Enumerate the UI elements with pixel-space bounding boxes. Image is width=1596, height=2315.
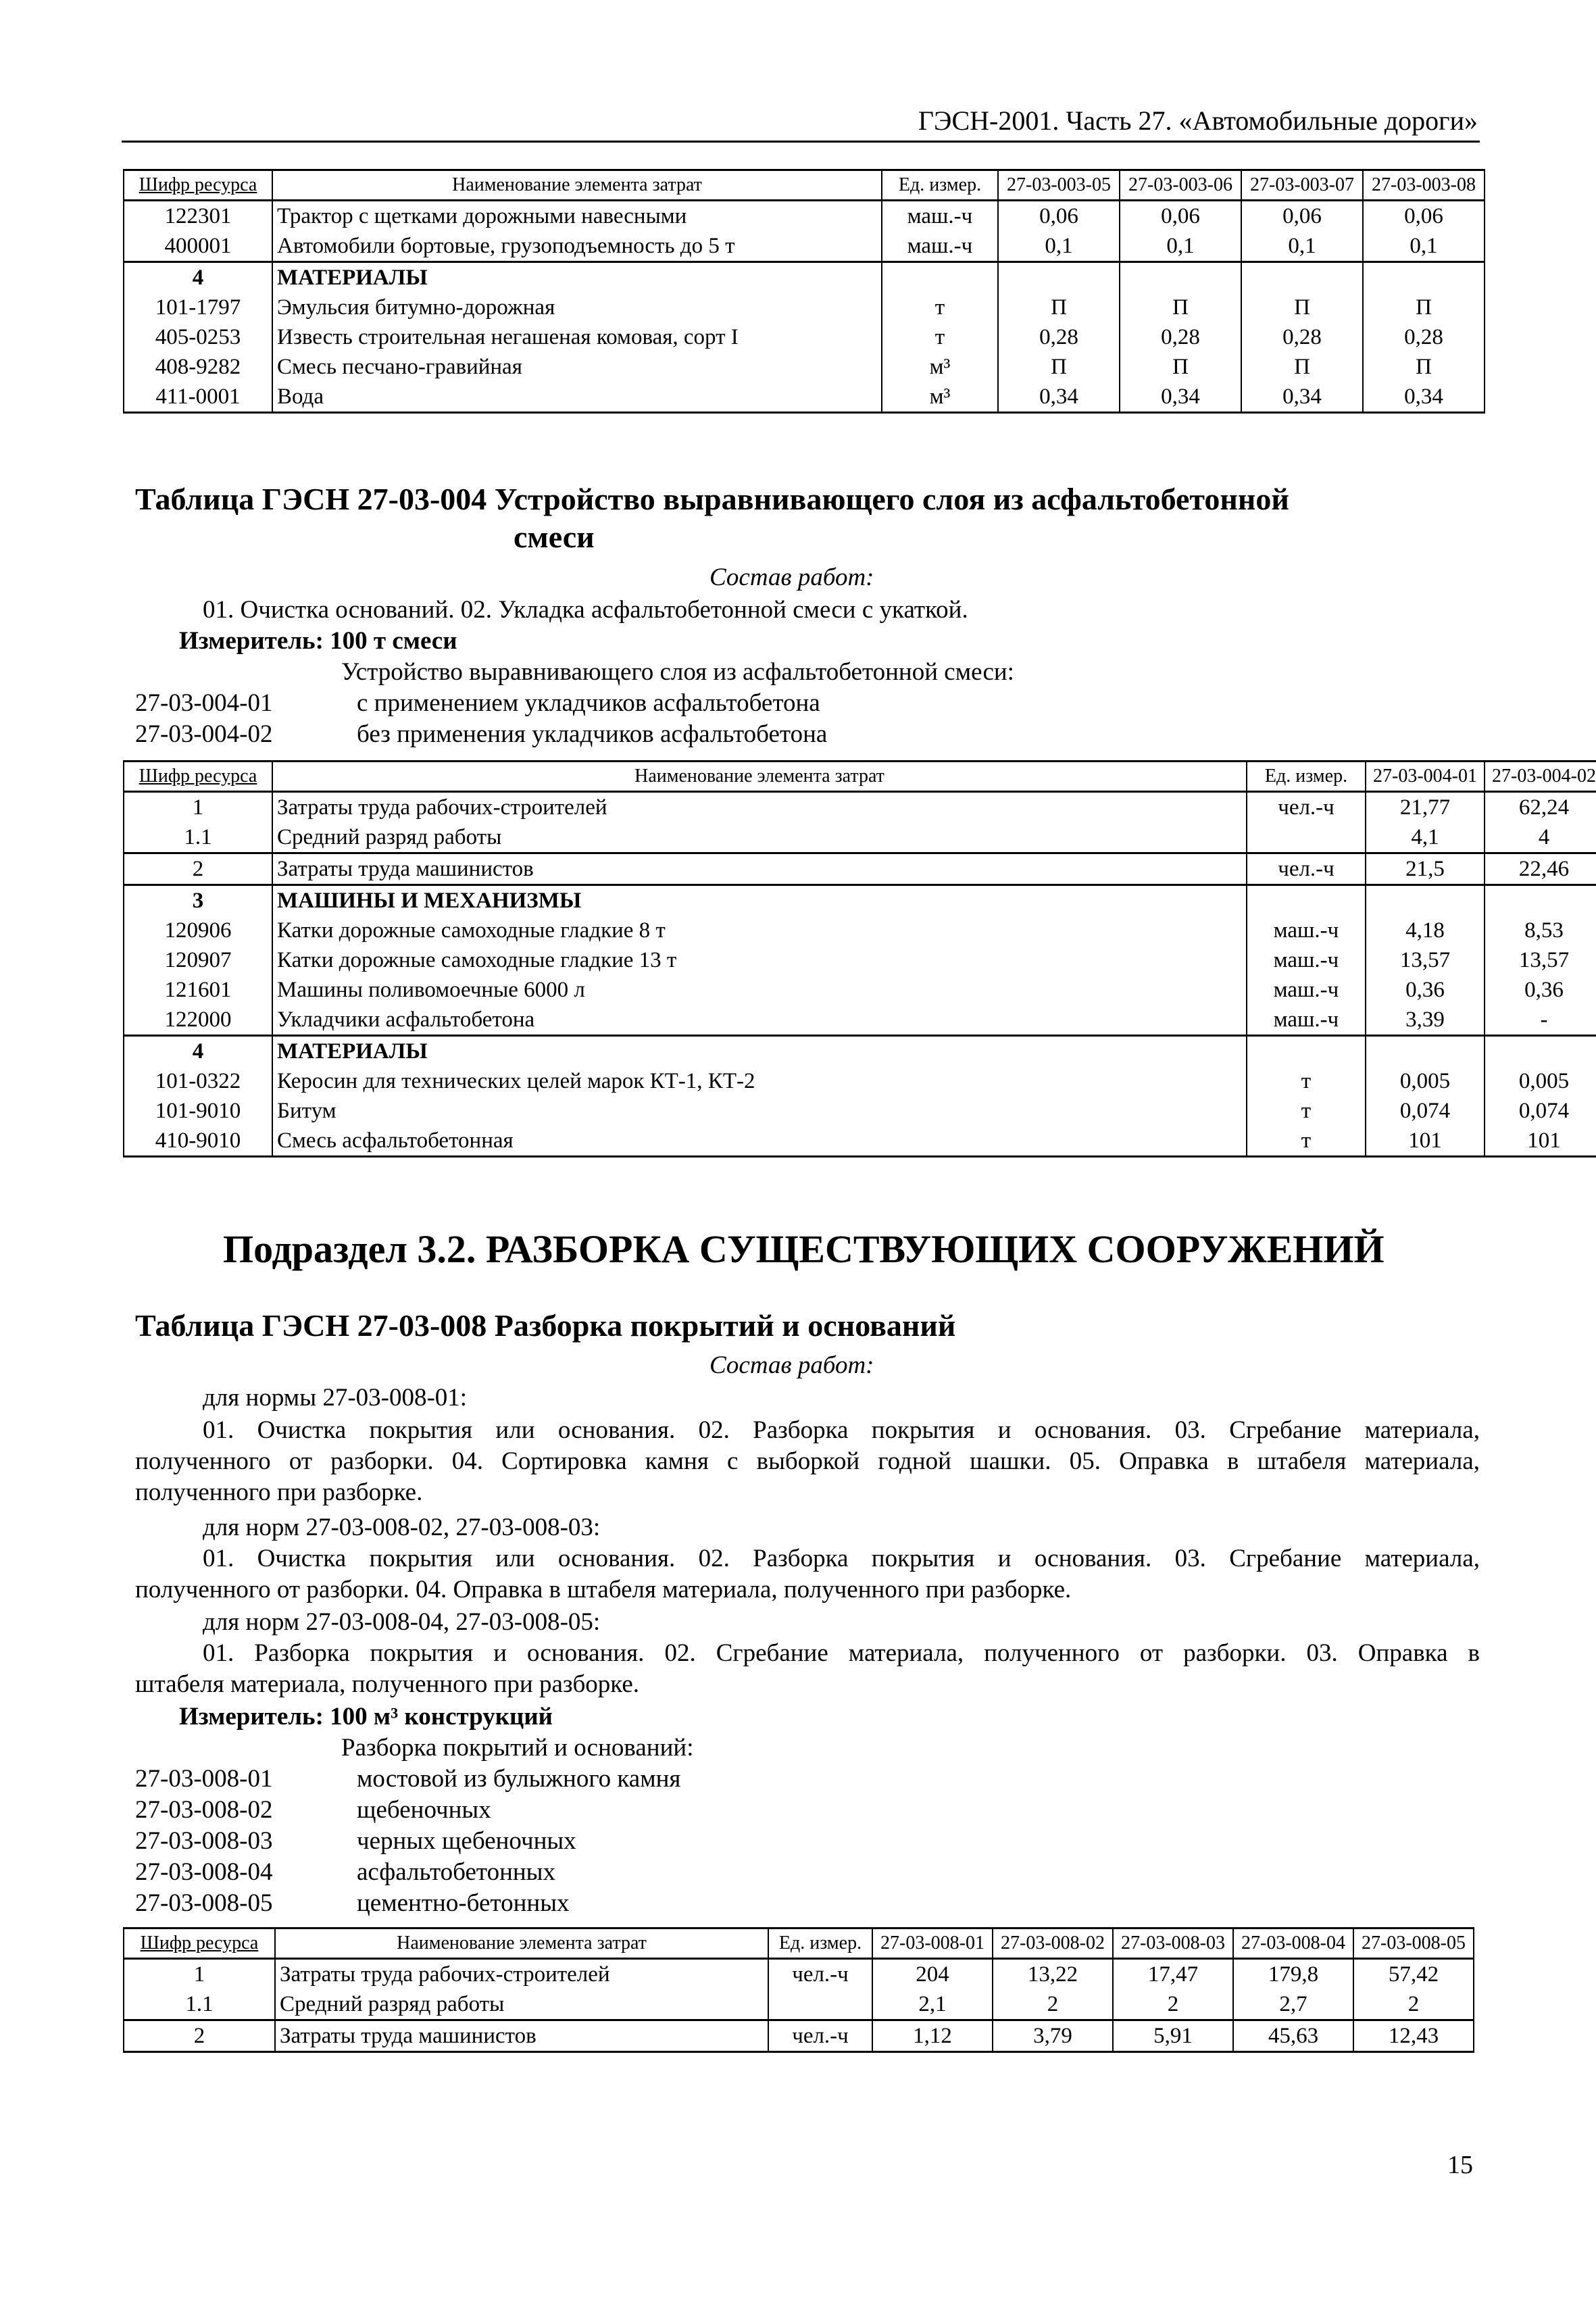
table-row: 405-0253 Известь строительная негашеная комовая, сорт I т 0,28 0,28 0,28 0,28 — [124, 322, 1485, 352]
for-norm-label: для нормы 27-03-008-01: — [203, 1384, 468, 1412]
norm-text: цементно-бетонных — [357, 1889, 570, 1917]
norm-code: 27-03-008-04 — [135, 1858, 273, 1886]
norm-text: черных щебеночных — [357, 1827, 576, 1855]
norm-code: 27-03-008-02 — [135, 1796, 273, 1824]
header-rule — [122, 141, 1480, 143]
table-row: 120906 Катки дорожные самоходные гладкие 8 т маш.-ч 4,18 8,53 — [124, 916, 1596, 945]
norm-text: мостовой из булыжного камня — [357, 1765, 681, 1793]
col-header-name: Наименование элемента затрат — [272, 762, 1247, 792]
works-text: 01. Разборка покрытия и основания. 02. Сгребание материала, полученного от разборки. 03. Оправка в штабеля материала, полученного при разборке. — [135, 1639, 1480, 1698]
table-group-row: 4 МАТЕРИАЛЫ — [124, 262, 1485, 293]
col-header-norm: 27-03-003-08 — [1363, 170, 1485, 201]
col-header-code: Шифр ресурса — [124, 1928, 275, 1959]
table-008 — [123, 1927, 1474, 2053]
col-header-norm: 27-03-003-07 — [1241, 170, 1363, 201]
meter-label: Измеритель: 100 т смеси — [179, 627, 457, 655]
col-header-norm: 27-03-003-06 — [1120, 170, 1241, 201]
works-text: 01. Очистка покрытия или основания. 02. Разборка покрытия и основания. 03. Сгребание материала, полученного от разборки. 04. Оправка в штабеля материала, полученного при разборке. — [135, 1545, 1480, 1603]
table-row: 400001 Автомобили бортовые, грузоподъемность до 5 т маш.-ч 0,1 0,1 0,1 0,1 — [124, 231, 1485, 262]
table-004 — [123, 760, 1596, 1158]
norm-text: без применения укладчиков асфальтобетона — [357, 720, 828, 748]
table-row: 1 Затраты труда рабочих-строителей чел.-ч 204 13,22 17,47 179,8 57,42 — [124, 1959, 1474, 1990]
col-header-norm: 27-03-008-05 — [1353, 1928, 1474, 1959]
table-row: 101-0322 Керосин для технических целей марок КТ-1, КТ-2 т 0,005 0,005 — [124, 1066, 1596, 1096]
page-number: 15 — [1447, 2151, 1473, 2179]
col-header-name: Наименование элемента затрат — [272, 170, 882, 201]
works-list: 01. Очистка оснований. 02. Укладка асфальтобетонной смеси с укаткой. — [203, 596, 968, 624]
table-row: 122000 Укладчики асфальтобетона маш.-ч 3,39 - — [124, 1005, 1596, 1036]
norm-code: 27-03-008-01 — [135, 1765, 273, 1793]
running-header: ГЭСН-2001. Часть 27. «Автомобильные дороги» — [918, 105, 1478, 136]
works-text: 01. Очистка покрытия или основания. 02. Разборка покрытия и основания. 03. Сгребание материала, полученного от разборки. 04. Сортировка камня с выборкой годной шашки. 05. Оправка в штабеля материала, полученного при разборке. — [135, 1416, 1480, 1506]
table-row: 101-9010 Битум т 0,074 0,074 — [124, 1096, 1596, 1126]
meter-label: Измеритель: 100 м³ конструкций — [179, 1703, 553, 1731]
table-003 — [123, 169, 1485, 414]
table-row: 1.1 Средний разряд работы 2,1 2 2 2,7 2 — [124, 1989, 1474, 2020]
table-row: 121601 Машины поливомоечные 6000 л маш.-ч 0,36 0,36 — [124, 975, 1596, 1005]
col-header-norm: 27-03-008-04 — [1233, 1928, 1353, 1959]
col-header-norm: 27-03-003-05 — [998, 170, 1120, 201]
norm-code: 27-03-004-02 — [135, 720, 273, 748]
table-004-title-line2: смеси — [514, 520, 595, 554]
table-row: 411-0001 Вода м³ 0,34 0,34 0,34 0,34 — [124, 382, 1485, 413]
col-header-unit: Ед. измер. — [882, 170, 998, 201]
norm-text: щебеночных — [357, 1796, 491, 1824]
col-header-norm: 27-03-008-03 — [1113, 1928, 1233, 1959]
table-group-row: 4 МАТЕРИАЛЫ — [124, 1036, 1596, 1067]
subsection-title: Подраздел 3.2. РАЗБОРКА СУЩЕСТВУЮЩИХ СООРУЖЕНИЙ — [223, 1227, 1385, 1271]
table-004-title-line1: Таблица ГЭСН 27-03-004 Устройство выравнивающего слоя из асфальтобетонной — [135, 482, 1289, 516]
col-header-code: Шифр ресурса — [124, 762, 272, 792]
table-row: 101-1797 Эмульсия битумно-дорожная т П П П П — [124, 293, 1485, 322]
table-header-row — [124, 170, 1485, 201]
col-header-norm: 27-03-004-02 — [1485, 762, 1596, 792]
norms-intro: Устройство выравнивающего слоя из асфальтобетонной смеси: — [341, 658, 1014, 686]
norm-code: 27-03-008-03 — [135, 1827, 273, 1855]
table-row: 1.1 Средний разряд работы 4,1 4 — [124, 822, 1596, 853]
for-norm-label: для норм 27-03-008-02, 27-03-008-03: — [203, 1514, 601, 1541]
norm-text: с применением укладчиков асфальтобетона — [357, 689, 820, 717]
col-header-unit: Ед. измер. — [1247, 762, 1366, 792]
col-header-norm: 27-03-004-01 — [1366, 762, 1485, 792]
norm-code: 27-03-008-05 — [135, 1889, 273, 1917]
works-composition-label: Состав работ: — [709, 564, 874, 591]
table-header-row — [124, 762, 1596, 792]
col-header-code: Шифр ресурса — [124, 170, 272, 201]
table-header-row — [124, 1928, 1474, 1959]
for-norm-label: для норм 27-03-008-04, 27-03-008-05: — [203, 1608, 601, 1636]
table-group-row: 3 МАШИНЫ И МЕХАНИЗМЫ — [124, 885, 1596, 916]
norm-text: асфальтобетонных — [357, 1858, 556, 1886]
works-composition-label: Состав работ: — [709, 1351, 874, 1379]
table-row: 2 Затраты труда машинистов чел.-ч 21,5 22,46 — [124, 853, 1596, 885]
table-row: 2 Затраты труда машинистов чел.-ч 1,12 3,79 5,91 45,63 12,43 — [124, 2020, 1474, 2052]
table-row: 408-9282 Смесь песчано-гравийная м³ П П П П — [124, 352, 1485, 382]
col-header-unit: Ед. измер. — [768, 1928, 872, 1959]
table-008-title: Таблица ГЭСН 27-03-008 Разборка покрытий и оснований — [135, 1308, 956, 1343]
norms-intro: Разборка покрытий и оснований: — [341, 1734, 694, 1762]
table-row: 410-9010 Смесь асфальтобетонная т 101 101 — [124, 1126, 1596, 1157]
norm-code: 27-03-004-01 — [135, 689, 273, 717]
col-header-norm: 27-03-008-02 — [993, 1928, 1113, 1959]
table-row: 122301 Трактор с щетками дорожными навесными маш.-ч 0,06 0,06 0,06 0,06 — [124, 201, 1485, 232]
col-header-name: Наименование элемента затрат — [275, 1928, 768, 1959]
table-row: 1 Затраты труда рабочих-строителей чел.-ч 21,77 62,24 — [124, 792, 1596, 823]
col-header-norm: 27-03-008-01 — [872, 1928, 993, 1959]
table-row: 120907 Катки дорожные самоходные гладкие 13 т маш.-ч 13,57 13,57 — [124, 945, 1596, 975]
